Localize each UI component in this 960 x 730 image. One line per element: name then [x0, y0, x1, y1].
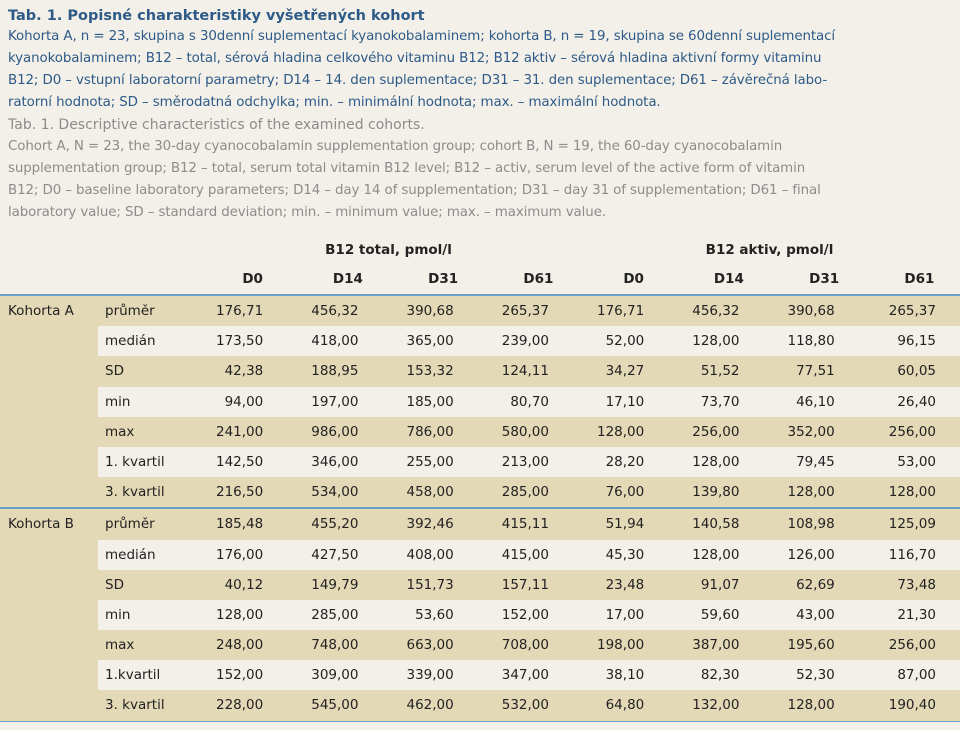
value-cell: 256,00	[674, 417, 769, 447]
value-cell: 195,60	[770, 630, 865, 660]
value-cell: 51,94	[579, 509, 674, 539]
caption-line-en: B12; D0 – baseline laboratory parameters; D14 – day 14 of supplementation; D31 – day 31 of supplementation; D61 – final	[8, 183, 821, 198]
header-day: D0	[623, 271, 644, 287]
value-cell: 60,05	[865, 356, 960, 386]
value-cell: 458,00	[389, 477, 484, 507]
value-cell: 128,00	[216, 606, 264, 623]
stat-label: SD	[98, 356, 198, 386]
value-cell: 142,50	[216, 453, 264, 470]
caption-title-en: Tab. 1. Descriptive characteristics of the examined cohorts.	[8, 117, 425, 133]
value-cell: 418,00	[311, 333, 359, 350]
caption-line-en: Cohort A, N = 23, the 30-day cyanocobalamin supplementation group; cohort B, N = 19, the 60-day cyanocobalamin	[8, 139, 783, 154]
table-row	[0, 600, 960, 630]
value-cell: 52,00	[605, 333, 645, 350]
data-table	[0, 234, 960, 721]
value-cell: 190,40	[865, 690, 960, 720]
stat-label: medián	[105, 333, 156, 350]
value-cell: 456,32	[293, 296, 388, 326]
table-row	[0, 570, 960, 600]
stat-label: průměr	[98, 296, 198, 326]
value-cell: 87,00	[897, 667, 936, 684]
value-cell: 239,00	[501, 333, 549, 350]
cohort-label: Kohorta A	[0, 296, 98, 326]
header-day-row	[0, 264, 960, 294]
cohort-label: Kohorta B	[0, 509, 98, 539]
table-row	[0, 447, 960, 477]
value-cell: 213,00	[501, 453, 549, 470]
value-cell: 151,73	[389, 570, 484, 600]
header-day: D61	[523, 271, 554, 287]
cohort-label	[0, 600, 98, 630]
cohort-label	[0, 540, 98, 570]
value-cell: 17,00	[605, 606, 645, 623]
value-cell: 34,27	[579, 356, 674, 386]
stat-label: min	[105, 606, 131, 623]
value-cell: 185,00	[406, 393, 454, 410]
header-b12-total: B12 total, pmol/l	[325, 242, 452, 258]
value-cell: 986,00	[293, 417, 388, 447]
cohort-label	[0, 630, 98, 660]
value-cell: 128,00	[692, 546, 740, 563]
value-cell: 390,68	[770, 296, 865, 326]
header-day: D0	[242, 271, 263, 287]
value-cell: 40,12	[198, 570, 293, 600]
value-cell: 128,00	[865, 477, 960, 507]
value-cell: 45,30	[605, 546, 645, 563]
value-cell: 152,00	[501, 606, 549, 623]
value-cell: 347,00	[501, 667, 549, 684]
stat-label: max	[98, 630, 198, 660]
table-row	[0, 660, 960, 690]
value-cell: 415,00	[501, 546, 549, 563]
stat-label: 1. kvartil	[105, 453, 165, 470]
value-cell: 108,98	[770, 509, 865, 539]
stat-label: medián	[105, 546, 156, 563]
value-cell: 408,00	[406, 546, 454, 563]
table-bottom-rule	[0, 721, 960, 722]
value-cell: 365,00	[406, 333, 454, 350]
stat-label: 3. kvartil	[98, 477, 198, 507]
value-cell: 94,00	[224, 393, 264, 410]
value-cell: 708,00	[484, 630, 579, 660]
cohort-label	[0, 387, 98, 417]
stat-label: 1.kvartil	[105, 667, 161, 684]
value-cell: 124,11	[484, 356, 579, 386]
stat-label: průměr	[98, 509, 198, 539]
stat-label: min	[105, 393, 131, 410]
value-cell: 76,00	[579, 477, 674, 507]
value-cell: 390,68	[389, 296, 484, 326]
cohort-label	[0, 447, 98, 477]
header-day: D14	[713, 271, 744, 287]
header-day: D14	[332, 271, 363, 287]
value-cell: 77,51	[770, 356, 865, 386]
value-cell: 188,95	[293, 356, 388, 386]
value-cell: 128,00	[579, 417, 674, 447]
value-cell: 52,30	[796, 667, 835, 684]
value-cell: 73,70	[700, 393, 740, 410]
value-cell: 352,00	[770, 417, 865, 447]
caption-title-cz: Tab. 1. Popisné charakteristiky vyšetřených kohort	[8, 8, 425, 24]
value-cell: 176,71	[579, 296, 674, 326]
value-cell: 748,00	[293, 630, 388, 660]
value-cell: 786,00	[389, 417, 484, 447]
cohort-label	[0, 660, 98, 690]
value-cell: 197,00	[311, 393, 359, 410]
value-cell: 309,00	[311, 667, 359, 684]
value-cell: 26,40	[897, 393, 936, 410]
value-cell: 128,00	[692, 333, 740, 350]
value-cell: 59,60	[700, 606, 740, 623]
value-cell: 545,00	[293, 690, 388, 720]
value-cell: 116,70	[888, 546, 936, 563]
value-cell: 532,00	[484, 690, 579, 720]
caption-line-cz: Kohorta A, n = 23, skupina s 30denní suplementací kyanokobalaminem; kohorta B, n = 19, skupina se 60denní suplementací	[8, 29, 836, 44]
caption-line-en: supplementation group; B12 – total, serum total vitamin B12 level; B12 – activ, serum level of the active form of vitamin	[8, 161, 806, 176]
value-cell: 216,50	[198, 477, 293, 507]
cohort-label	[0, 356, 98, 386]
cohort-label	[0, 326, 98, 356]
value-cell: 139,80	[674, 477, 769, 507]
value-cell: 128,00	[692, 453, 740, 470]
table-row	[0, 690, 960, 720]
table-row	[0, 630, 960, 660]
header-b12-aktiv: B12 aktiv, pmol/l	[705, 242, 834, 258]
value-cell: 42,38	[198, 356, 293, 386]
cohort-label	[0, 417, 98, 447]
table-caption	[8, 6, 956, 224]
value-cell: 140,58	[674, 509, 769, 539]
value-cell: 53,60	[415, 606, 454, 623]
caption-line-cz: kyanokobalaminem; B12 – total, sérová hladina celkového vitaminu B12; B12 aktiv – sérová hladina aktivní formy vitaminu	[8, 51, 822, 66]
cohort-label	[0, 570, 98, 600]
value-cell: 346,00	[311, 453, 359, 470]
value-cell: 21,30	[897, 606, 936, 623]
table-row	[0, 356, 960, 386]
value-cell: 152,00	[216, 667, 264, 684]
value-cell: 80,70	[510, 393, 549, 410]
header-day: D61	[904, 271, 935, 287]
value-cell: 51,52	[674, 356, 769, 386]
value-cell: 241,00	[198, 417, 293, 447]
value-cell: 28,20	[605, 453, 645, 470]
value-cell: 285,00	[311, 606, 359, 623]
value-cell: 73,48	[865, 570, 960, 600]
value-cell: 663,00	[389, 630, 484, 660]
table-row	[0, 387, 960, 417]
stat-label: max	[98, 417, 198, 447]
table-row	[0, 477, 960, 507]
cohort-label	[0, 477, 98, 507]
value-cell: 149,79	[293, 570, 388, 600]
caption-line-en: laboratory value; SD – standard deviation; min. – minimum value; max. – maximum value.	[8, 205, 606, 220]
value-cell: 415,11	[484, 509, 579, 539]
value-cell: 64,80	[579, 690, 674, 720]
value-cell: 176,00	[216, 546, 264, 563]
table-row	[0, 294, 960, 326]
table-row	[0, 540, 960, 570]
value-cell: 248,00	[198, 630, 293, 660]
value-cell: 176,71	[198, 296, 293, 326]
cohort-label	[0, 690, 98, 720]
value-cell: 455,20	[293, 509, 388, 539]
caption-line-cz: B12; D0 – vstupní laboratorní parametry; D14 – 14. den suplementace; D31 – 31. den suplementace; D61 – závěrečná labo-	[8, 73, 828, 88]
value-cell: 462,00	[389, 690, 484, 720]
table-row	[0, 326, 960, 356]
table-row	[0, 417, 960, 447]
value-cell: 128,00	[770, 690, 865, 720]
header-day: D31	[809, 271, 840, 287]
value-cell: 339,00	[406, 667, 454, 684]
value-cell: 285,00	[484, 477, 579, 507]
value-cell: 96,15	[897, 333, 936, 350]
value-cell: 228,00	[198, 690, 293, 720]
value-cell: 256,00	[865, 417, 960, 447]
value-cell: 46,10	[796, 393, 835, 410]
value-cell: 118,80	[787, 333, 835, 350]
value-cell: 82,30	[700, 667, 740, 684]
value-cell: 38,10	[605, 667, 645, 684]
value-cell: 173,50	[216, 333, 264, 350]
value-cell: 255,00	[406, 453, 454, 470]
value-cell: 91,07	[674, 570, 769, 600]
value-cell: 43,00	[796, 606, 835, 623]
header-day: D31	[428, 271, 459, 287]
value-cell: 62,69	[770, 570, 865, 600]
table-body	[0, 294, 960, 721]
stat-label: SD	[98, 570, 198, 600]
value-cell: 392,46	[389, 509, 484, 539]
stat-label: 3. kvartil	[98, 690, 198, 720]
value-cell: 157,11	[484, 570, 579, 600]
value-cell: 580,00	[484, 417, 579, 447]
value-cell: 53,00	[897, 453, 936, 470]
value-cell: 128,00	[770, 477, 865, 507]
value-cell: 198,00	[579, 630, 674, 660]
caption-line-cz: ratorní hodnota; SD – směrodatná odchylka; min. – minimální hodnota; max. – maximální hodnota.	[8, 95, 661, 110]
table-row	[0, 507, 960, 539]
value-cell: 387,00	[674, 630, 769, 660]
value-cell: 23,48	[579, 570, 674, 600]
value-cell: 534,00	[293, 477, 388, 507]
value-cell: 265,37	[484, 296, 579, 326]
value-cell: 456,32	[674, 296, 769, 326]
header-group-row	[0, 234, 960, 264]
value-cell: 132,00	[674, 690, 769, 720]
value-cell: 17,10	[605, 393, 645, 410]
value-cell: 153,32	[389, 356, 484, 386]
value-cell: 185,48	[198, 509, 293, 539]
value-cell: 256,00	[865, 630, 960, 660]
value-cell: 126,00	[787, 546, 835, 563]
value-cell: 427,50	[311, 546, 359, 563]
value-cell: 125,09	[865, 509, 960, 539]
value-cell: 265,37	[865, 296, 960, 326]
value-cell: 79,45	[796, 453, 835, 470]
